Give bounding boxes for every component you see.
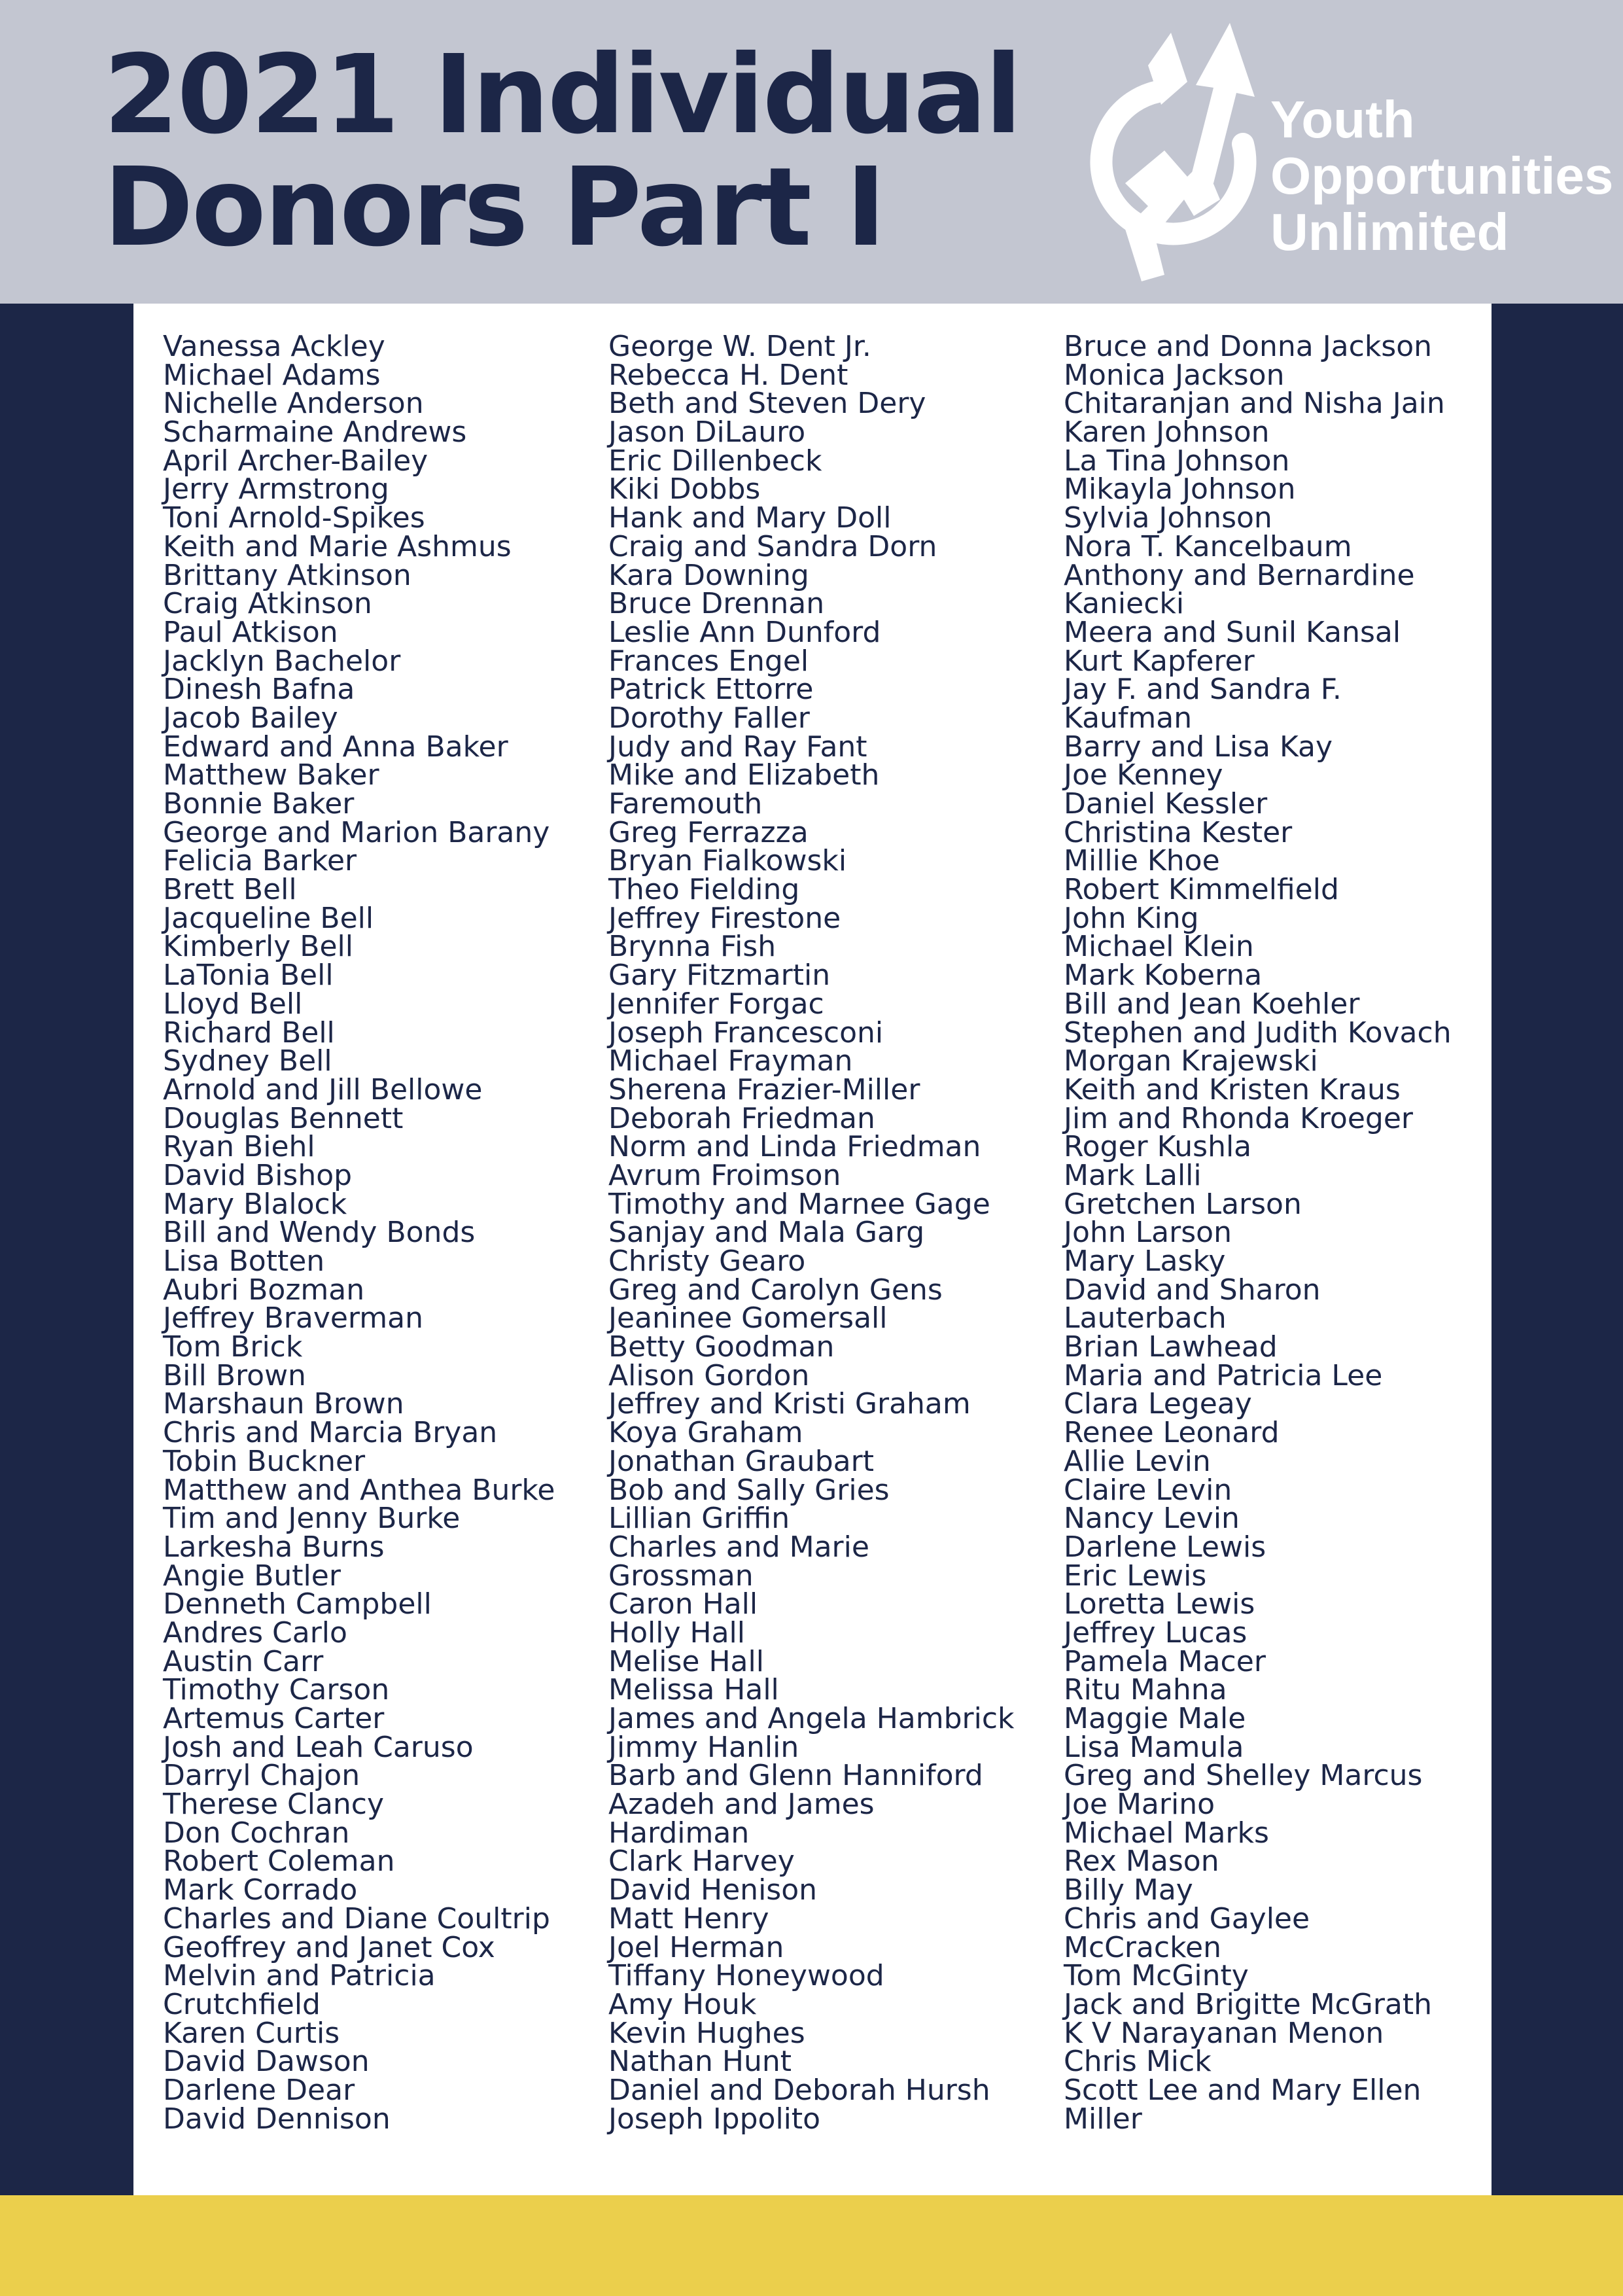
donor-name: Meera and Sunil Kansal xyxy=(1064,615,1401,649)
donor-name: Eric Lewis xyxy=(1064,1559,1207,1593)
donor-name: Joel Herman xyxy=(608,1930,784,1964)
donor-name: Pamela Macer xyxy=(1064,1644,1266,1678)
donor-name: Mark Lalli xyxy=(1064,1158,1202,1192)
donor-name: Jonathan Graubart xyxy=(608,1444,874,1478)
donor-name: Judy and Ray Fant xyxy=(608,730,867,764)
donor-name: Crutchfield xyxy=(163,1987,321,2021)
donor-name: Ryan Biehl xyxy=(163,1130,315,1164)
donor-name: Lisa Mamula xyxy=(1064,1730,1244,1764)
donor-name: Nora T. Kancelbaum xyxy=(1064,529,1352,563)
donor-name: Billy May xyxy=(1064,1873,1193,1907)
donor-name: Azadeh and James xyxy=(608,1788,875,1822)
donor-name: Jeffrey Lucas xyxy=(1064,1616,1248,1650)
title-line-2: Donors Part I xyxy=(103,145,884,271)
donor-name: Kiki Dobbs xyxy=(608,472,761,506)
donor-name: Greg Ferrazza xyxy=(608,815,809,849)
donor-name: Tobin Buckner xyxy=(163,1444,366,1478)
donor-name: Kaufman xyxy=(1064,701,1193,735)
donor-name: Gary Fitzmartin xyxy=(608,959,831,993)
donor-column-2 xyxy=(608,330,1015,2136)
donor-name: Josh and Leah Caruso xyxy=(163,1730,474,1764)
donor-name: Eric Dillenbeck xyxy=(608,444,822,478)
donor-column-3 xyxy=(1064,330,1452,2136)
logo-line-1: Youth xyxy=(1270,90,1415,149)
donor-name: Maria and Patricia Lee xyxy=(1064,1358,1383,1392)
donor-name: Jacqueline Bell xyxy=(163,901,374,935)
donor-name: Monica Jackson xyxy=(1064,358,1285,392)
donor-name: Jimmy Hanlin xyxy=(608,1730,799,1764)
donor-name: Chitaranjan and Nisha Jain xyxy=(1064,387,1445,421)
donor-name: Sherena Frazier-Miller xyxy=(608,1072,920,1106)
donor-name: Avrum Froimson xyxy=(608,1158,841,1192)
logo-line-2: Opportunities xyxy=(1270,147,1614,205)
donor-name: Ritu Mahna xyxy=(1064,1673,1227,1707)
donor-name: Felicia Barker xyxy=(163,844,357,878)
donor-name: Nichelle Anderson xyxy=(163,387,424,421)
donor-name: Maggie Male xyxy=(1064,1702,1246,1735)
donor-name: Roger Kushla xyxy=(1064,1130,1252,1164)
donor-name: Christina Kester xyxy=(1064,815,1293,849)
donor-name: Barb and Glenn Hanniford xyxy=(608,1759,983,1793)
donor-name: Jeffrey and Kristi Graham xyxy=(608,1387,971,1421)
donor-name: Jim and Rhonda Kroeger xyxy=(1064,1101,1414,1135)
donor-name: Stephen and Judith Kovach xyxy=(1064,1016,1452,1050)
donor-name: Jeaninee Gomersall xyxy=(608,1301,888,1335)
donor-name: Karen Curtis xyxy=(163,2016,340,2050)
donor-name: Angie Butler xyxy=(163,1559,341,1593)
header-banner xyxy=(0,0,1623,304)
donor-name: Robert Coleman xyxy=(163,1845,395,1879)
donor-name: Darlene Dear xyxy=(163,2073,355,2107)
donor-name: Mary Blalock xyxy=(163,1187,347,1221)
donor-name: Kara Downing xyxy=(608,558,809,592)
donor-name: Allie Levin xyxy=(1064,1444,1211,1478)
organization-logo xyxy=(1079,20,1614,288)
donor-name: Dorothy Faller xyxy=(608,701,810,735)
donor-name: Joseph Francesconi xyxy=(608,1016,884,1050)
donor-name: Tom McGinty xyxy=(1064,1959,1249,1993)
donor-name: Jason DiLauro xyxy=(608,415,806,450)
donor-name: David and Sharon xyxy=(1064,1273,1321,1307)
donor-name: Aubri Bozman xyxy=(163,1273,365,1307)
page-title xyxy=(103,32,1021,271)
donor-name: Deborah Friedman xyxy=(608,1101,875,1135)
donor-name: Matthew Baker xyxy=(163,758,379,792)
donor-name: Robert Kimmelfield xyxy=(1064,873,1339,907)
title-line-1: 2021 Individual xyxy=(103,32,1021,158)
donor-name: Darryl Chajon xyxy=(163,1759,360,1793)
donor-name: Douglas Bennett xyxy=(163,1101,404,1135)
donor-name: April Archer-Bailey xyxy=(163,444,428,478)
donor-name: Theo Fielding xyxy=(608,873,800,907)
donor-column-1 xyxy=(163,330,555,2136)
donor-name: Tim and Jenny Burke xyxy=(163,1502,461,1536)
donor-name: Chris and Gaylee xyxy=(1064,1901,1310,1935)
donor-name: Brittany Atkinson xyxy=(163,558,411,592)
donor-name: Kaniecki xyxy=(1064,587,1185,621)
donor-name: Arnold and Jill Bellowe xyxy=(163,1072,483,1106)
donor-name: Jeffrey Braverman xyxy=(163,1301,423,1335)
donor-name: Claire Levin xyxy=(1064,1473,1232,1507)
donor-name: Kimberly Bell xyxy=(163,930,353,964)
donor-name: Scharmaine Andrews xyxy=(163,415,467,450)
donor-name: Andres Carlo xyxy=(163,1616,347,1650)
donor-name: Hardiman xyxy=(608,1816,750,1850)
donor-name: Larkesha Burns xyxy=(163,1530,385,1564)
donor-name: La Tina Johnson xyxy=(1064,444,1290,478)
donor-name: George and Marion Barany xyxy=(163,815,550,849)
donor-name: Charles and Diane Coultrip xyxy=(163,1901,550,1935)
donor-name: Geoffrey and Janet Cox xyxy=(163,1930,495,1964)
donor-name: Melvin and Patricia xyxy=(163,1959,436,1993)
donor-name: Barry and Lisa Kay xyxy=(1064,730,1333,764)
donor-name: Bruce and Donna Jackson xyxy=(1064,330,1433,363)
donor-name: Scott Lee and Mary Ellen xyxy=(1064,2073,1422,2107)
donor-name: Sydney Bell xyxy=(163,1044,332,1078)
donor-name: Christy Gearo xyxy=(608,1245,806,1278)
donor-name: Caron Hall xyxy=(608,1587,758,1621)
donor-name: Melise Hall xyxy=(608,1644,764,1678)
donor-name: Bob and Sally Gries xyxy=(608,1473,890,1507)
donor-name: Joe Marino xyxy=(1064,1788,1215,1822)
donor-name: Michael Adams xyxy=(163,358,381,392)
donor-name: Frances Engel xyxy=(608,644,809,678)
donor-name: Richard Bell xyxy=(163,1016,335,1050)
donor-name: Marshaun Brown xyxy=(163,1387,404,1421)
donor-name: Bill and Jean Koehler xyxy=(1064,987,1360,1021)
donor-name: Mike and Elizabeth xyxy=(608,758,880,792)
donor-name: Craig Atkinson xyxy=(163,587,372,621)
donor-name: Jay F. and Sandra F. xyxy=(1064,673,1342,707)
donor-name: Sylvia Johnson xyxy=(1064,501,1272,535)
donor-name: Mary Lasky xyxy=(1064,1245,1226,1278)
donor-name: Clark Harvey xyxy=(608,1845,795,1879)
donor-name: Jacob Bailey xyxy=(163,701,338,735)
donor-name: Morgan Krajewski xyxy=(1064,1044,1318,1078)
donor-name: Mark Corrado xyxy=(163,1873,358,1907)
donor-name: Gretchen Larson xyxy=(1064,1187,1302,1221)
donor-name: Matthew and Anthea Burke xyxy=(163,1473,555,1507)
donor-name: Nathan Hunt xyxy=(608,2045,792,2079)
donor-name: McCracken xyxy=(1064,1930,1221,1964)
donor-name: Daniel Kessler xyxy=(1064,787,1268,821)
donor-name: Karen Johnson xyxy=(1064,415,1270,450)
donor-name: Dinesh Bafna xyxy=(163,673,355,707)
donor-name: Grossman xyxy=(608,1559,754,1593)
donor-name: Michael Frayman xyxy=(608,1044,853,1078)
donor-name: Hank and Mary Doll xyxy=(608,501,892,535)
donor-name: Chris Mick xyxy=(1064,2045,1212,2079)
donor-name: Holly Hall xyxy=(608,1616,745,1650)
donor-name: Denneth Campbell xyxy=(163,1587,432,1621)
donor-name: Austin Carr xyxy=(163,1644,324,1678)
donor-name: Jeffrey Firestone xyxy=(608,901,841,935)
logo-line-3: Unlimited xyxy=(1270,203,1509,261)
donor-name: Bonnie Baker xyxy=(163,787,355,821)
donor-name: Toni Arnold-Spikes xyxy=(163,501,425,535)
donor-name: Lisa Botten xyxy=(163,1245,325,1278)
donor-name: Craig and Sandra Dorn xyxy=(608,529,937,563)
donor-name: Alison Gordon xyxy=(608,1358,810,1392)
donor-name: Lauterbach xyxy=(1064,1301,1227,1335)
donor-name: Jacklyn Bachelor xyxy=(163,644,401,678)
donor-name: James and Angela Hambrick xyxy=(608,1702,1015,1735)
donor-name: Joseph Ippolito xyxy=(608,2102,821,2136)
donor-name: Rex Mason xyxy=(1064,1845,1219,1879)
donor-name: Matt Henry xyxy=(608,1901,769,1935)
donor-name: Koya Graham xyxy=(608,1416,803,1450)
donor-name: John King xyxy=(1064,901,1199,935)
donor-name: Lillian Griffin xyxy=(608,1502,790,1536)
donor-name: Bruce Drennan xyxy=(608,587,825,621)
donor-name: Charles and Marie xyxy=(608,1530,869,1564)
donor-name: Joe Kenney xyxy=(1064,758,1223,792)
donor-name: Mikayla Johnson xyxy=(1064,472,1296,506)
donor-name: George W. Dent Jr. xyxy=(608,330,871,363)
donor-name: Brynna Fish xyxy=(608,930,777,964)
donor-name: Edward and Anna Baker xyxy=(163,730,508,764)
donor-name: Tom Brick xyxy=(163,1330,303,1364)
donor-name: Amy Houk xyxy=(608,1987,757,2021)
arrow-circle-logo-icon xyxy=(1079,20,1276,288)
donor-name: Jerry Armstrong xyxy=(163,472,389,506)
donor-name: Tiffany Honeywood xyxy=(608,1959,884,1993)
donor-name: LaTonia Bell xyxy=(163,959,334,993)
donor-name: Beth and Steven Dery xyxy=(608,387,926,421)
donor-name: Miller xyxy=(1064,2102,1142,2136)
donor-name: Paul Atkison xyxy=(163,615,338,649)
donor-name: Don Cochran xyxy=(163,1816,350,1850)
donor-name: Leslie Ann Dunford xyxy=(608,615,881,649)
donor-name: Vanessa Ackley xyxy=(163,330,385,363)
donor-name: Kevin Hughes xyxy=(608,2016,805,2050)
donor-name: Lloyd Bell xyxy=(163,987,303,1021)
donor-name: Artemus Carter xyxy=(163,1702,385,1735)
donor-name: Patrick Ettorre xyxy=(608,673,814,707)
donor-name: David Dennison xyxy=(163,2102,391,2136)
donor-name: Mark Koberna xyxy=(1064,959,1263,993)
donor-name: David Dawson xyxy=(163,2045,370,2079)
donor-name: Bryan Fialkowski xyxy=(608,844,847,878)
donor-name: Daniel and Deborah Hursh xyxy=(608,2073,990,2107)
donor-name: Brian Lawhead xyxy=(1064,1330,1278,1364)
donor-name: Keith and Marie Ashmus xyxy=(163,529,512,563)
donor-name: David Henison xyxy=(608,1873,818,1907)
donor-name: Timothy Carson xyxy=(163,1673,390,1707)
donor-name: Michael Marks xyxy=(1064,1816,1269,1850)
donor-name: Greg and Shelley Marcus xyxy=(1064,1759,1423,1793)
donor-name: K V Narayanan Menon xyxy=(1064,2016,1384,2050)
donor-name: Anthony and Bernardine xyxy=(1064,558,1415,592)
donor-name: Norm and Linda Friedman xyxy=(608,1130,981,1164)
donor-name: Chris and Marcia Bryan xyxy=(163,1416,498,1450)
donor-name: Rebecca H. Dent xyxy=(608,358,848,392)
donor-name: Bill and Wendy Bonds xyxy=(163,1216,476,1250)
donor-name: Michael Klein xyxy=(1064,930,1254,964)
donor-name: David Bishop xyxy=(163,1158,353,1192)
footer-bar xyxy=(0,2195,1623,2296)
donor-name: Brett Bell xyxy=(163,873,297,907)
donor-name: Darlene Lewis xyxy=(1064,1530,1266,1564)
donor-name: Melissa Hall xyxy=(608,1673,779,1707)
donor-name: Millie Khoe xyxy=(1064,844,1220,878)
donor-name: Renee Leonard xyxy=(1064,1416,1280,1450)
donor-name: Sanjay and Mala Garg xyxy=(608,1216,925,1250)
donor-name: Faremouth xyxy=(608,787,763,821)
donor-name: Therese Clancy xyxy=(163,1788,385,1822)
donor-name: John Larson xyxy=(1064,1216,1232,1250)
donor-name: Bill Brown xyxy=(163,1358,306,1392)
donor-name: Betty Goodman xyxy=(608,1330,835,1364)
logo-wordmark xyxy=(1270,92,1613,260)
donor-name: Greg and Carolyn Gens xyxy=(608,1273,943,1307)
donor-name: Timothy and Marnee Gage xyxy=(608,1187,990,1221)
donor-name: Keith and Kristen Kraus xyxy=(1064,1072,1401,1106)
donor-name: Jennifer Forgac xyxy=(608,987,824,1021)
donor-name: Jack and Brigitte McGrath xyxy=(1064,1987,1433,2021)
donor-name: Clara Legeay xyxy=(1064,1387,1252,1421)
donor-name: Loretta Lewis xyxy=(1064,1587,1255,1621)
donor-name: Kurt Kapferer xyxy=(1064,644,1255,678)
donor-name: Nancy Levin xyxy=(1064,1502,1240,1536)
